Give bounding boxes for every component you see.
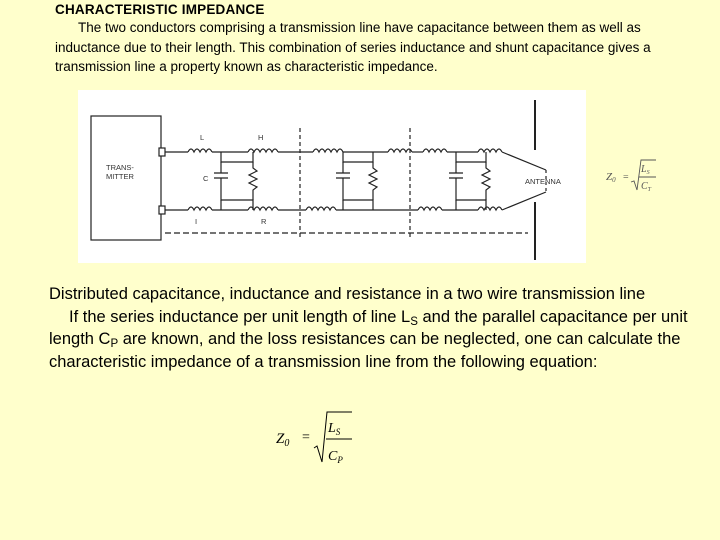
fig-formula-num: L: [641, 164, 647, 175]
fig-formula-lhs-sub: 0: [612, 176, 616, 184]
bottom-inductor-3: [306, 207, 336, 210]
top-wire-to-antenna: [502, 152, 546, 170]
intro-text: The two conductors comprising a transmission line have capacitance between them as well as inductance due to their length. This combination of series inductance and shunt capacitance gives a transmission line a property known as characteristic impedance.: [55, 20, 651, 74]
caption-p2-a: If the series inductance per unit length of line L: [69, 307, 411, 326]
antenna-label: ANTENNA: [525, 177, 561, 186]
top-terminal: [159, 148, 165, 156]
eq-den: C: [328, 449, 338, 464]
eq-lhs: Z: [276, 431, 285, 447]
fig-formula-lhs: Z: [606, 171, 613, 183]
fig-formula-num-sub: S: [646, 170, 650, 176]
fig-formula-den: C: [641, 181, 648, 192]
transmitter-label-1: TRANS-: [106, 163, 134, 172]
top-inductor-4: [388, 149, 412, 152]
intro-paragraph: [55, 18, 665, 77]
shunt-section-1: [214, 152, 257, 210]
label-c: C: [203, 174, 209, 183]
svg-text:LS: [640, 164, 650, 176]
circuit-svg: [78, 90, 586, 263]
impedance-equation: [272, 408, 382, 470]
page-title: CHARACTERISTIC IMPEDANCE: [55, 2, 265, 17]
bottom-wire-to-antenna: [502, 192, 546, 210]
label-l-top-2: H: [258, 133, 264, 142]
caption-line-1: Distributed capacitance, inductance and resistance in a two wire transmission line: [49, 285, 646, 303]
bottom-terminal: [159, 206, 165, 214]
label-l-bottom: I: [195, 217, 198, 226]
svg-text:Z0: [276, 431, 289, 449]
svg-text:CP: [328, 449, 343, 465]
svg-text:CT: [641, 181, 652, 193]
bottom-inductor-1: [188, 207, 212, 210]
eq-den-sub: P: [337, 455, 343, 465]
bottom-inductor-4: [418, 207, 442, 210]
shunt-section-3: [449, 152, 490, 210]
fig-formula-eq: =: [623, 172, 629, 183]
transmitter-label-2: MITTER: [106, 172, 134, 181]
svg-text:Z0: [606, 171, 616, 184]
top-inductor-3: [313, 149, 343, 152]
eq-num: L: [328, 421, 336, 436]
label-l-top: L: [200, 133, 205, 142]
eq-num-sub: S: [335, 427, 341, 437]
top-inductor-6: [478, 149, 502, 152]
top-inductor-1: [188, 149, 212, 152]
caption-p2-b: and the parallel capacitance per unit length C: [49, 307, 688, 348]
caption-paragraph-2: [49, 306, 699, 374]
label-r-bottom: R: [261, 217, 267, 226]
caption-p2-c: are known, and the loss resistances can be neglected, one can calculate the characteristic impedance of a transmission line from the following equation:: [49, 330, 681, 371]
caption-p2-a-sub: S: [410, 315, 418, 328]
eq-lhs-sub: 0: [284, 438, 290, 449]
figure-formula: [600, 158, 670, 198]
eq-equals: =: [302, 430, 310, 445]
transmission-line-diagram: [78, 90, 586, 263]
svg-text:LS: [327, 421, 341, 437]
caption-text: [49, 283, 699, 373]
caption-p2-b-sub: P: [110, 337, 119, 350]
bottom-inductor-5: [478, 207, 502, 210]
shunt-section-2: [336, 152, 377, 210]
top-inductor-2: [248, 149, 278, 152]
top-inductor-5: [423, 149, 447, 152]
fig-formula-den-sub: T: [647, 187, 652, 193]
